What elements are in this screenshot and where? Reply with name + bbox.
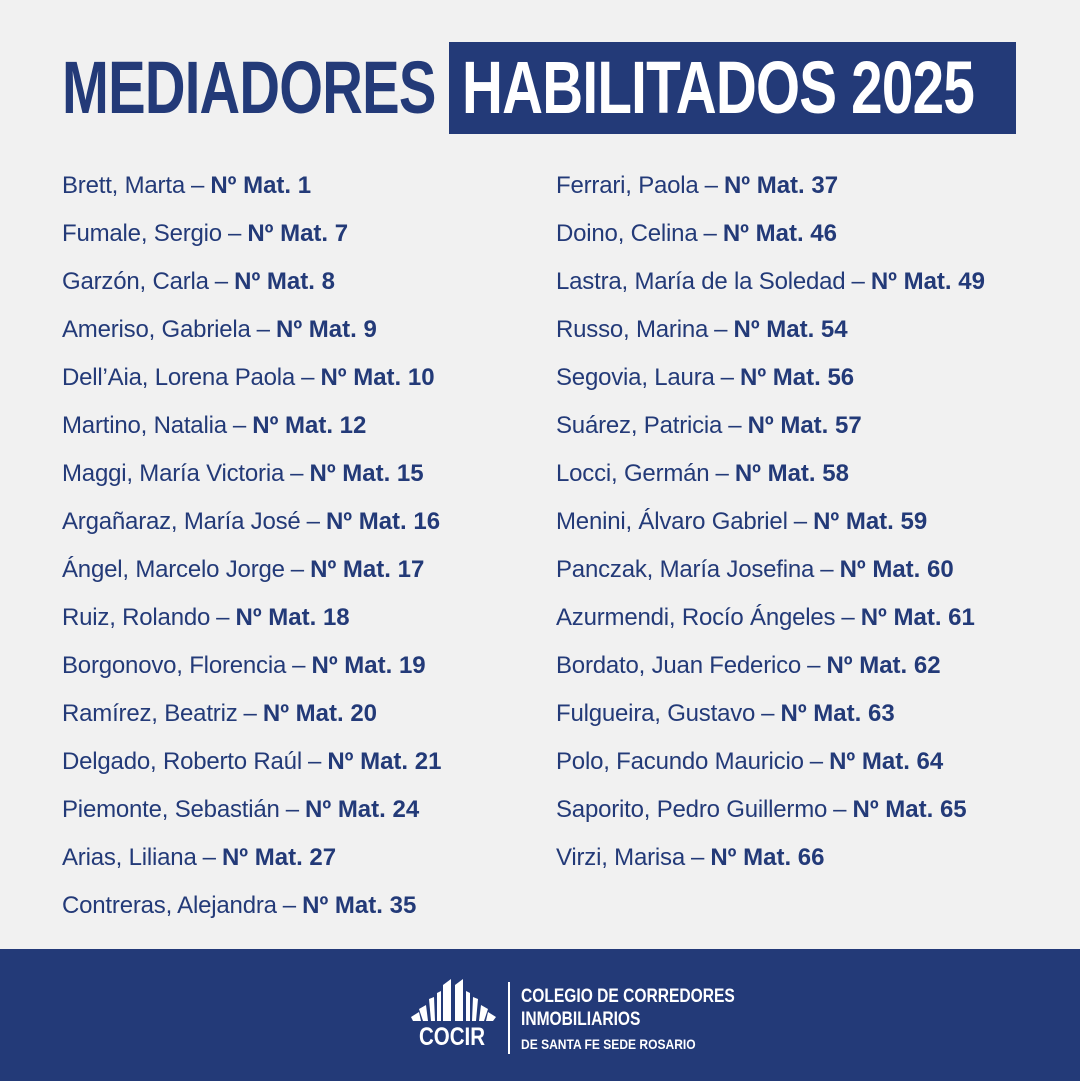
mediator-name: Ruiz, Rolando bbox=[62, 604, 211, 631]
mat-number: Nº Mat. 12 bbox=[252, 412, 367, 439]
mediators-list-right bbox=[556, 162, 985, 882]
mat-number: Nº Mat. 10 bbox=[320, 364, 435, 391]
mat-number: Nº Mat. 54 bbox=[733, 316, 848, 343]
mat-number: Nº Mat. 56 bbox=[740, 364, 855, 391]
list-item: Ruiz, Rolando – Nº Mat. 18 bbox=[62, 604, 350, 631]
mat-number: Nº Mat. 61 bbox=[860, 604, 975, 631]
mat-number: Nº Mat. 19 bbox=[311, 652, 426, 679]
mat-number: Nº Mat. 8 bbox=[234, 268, 335, 295]
list-item: Dell’Aia, Lorena Paola – Nº Mat. 10 bbox=[62, 364, 435, 391]
list-item: Ángel, Marcelo Jorge – Nº Mat. 17 bbox=[62, 556, 425, 583]
list-item: Fumale, Sergio – Nº Mat. 7 bbox=[62, 220, 349, 247]
mediator-name: Fulgueira, Gustavo bbox=[556, 700, 756, 727]
list-item: Borgonovo, Florencia – Nº Mat. 19 bbox=[62, 652, 426, 679]
list-item: Delgado, Roberto Raúl – Nº Mat. 21 bbox=[62, 748, 442, 775]
cocir-logo-icon bbox=[407, 979, 497, 1023]
mediator-name: Russo, Marina bbox=[556, 316, 709, 343]
list-item: Segovia, Laura – Nº Mat. 56 bbox=[556, 364, 855, 391]
list-item: Russo, Marina – Nº Mat. 54 bbox=[556, 316, 848, 343]
mat-number: Nº Mat. 58 bbox=[734, 460, 849, 487]
mat-number: Nº Mat. 46 bbox=[722, 220, 837, 247]
mediator-name: Contreras, Alejandra bbox=[62, 892, 277, 919]
mediator-name: Ferrari, Paola bbox=[556, 172, 699, 199]
mediator-name: Bordato, Juan Federico bbox=[556, 652, 802, 679]
mat-number: Nº Mat. 60 bbox=[839, 556, 954, 583]
mat-number: Nº Mat. 20 bbox=[262, 700, 378, 727]
org-name bbox=[521, 985, 782, 1054]
list-item: Piemonte, Sebastián – Nº Mat. 24 bbox=[62, 796, 420, 823]
mediators-list-left bbox=[62, 162, 441, 930]
list-item: Menini, Álvaro Gabriel – Nº Mat. 59 bbox=[556, 508, 928, 535]
list-item: Ameriso, Gabriela – Nº Mat. 9 bbox=[62, 316, 377, 343]
org-name-line-1: COLEGIO DE CORREDORES bbox=[521, 986, 735, 1007]
list-item: Ramírez, Beatriz – Nº Mat. 20 bbox=[62, 700, 378, 727]
mediator-name: Dell’Aia, Lorena Paola bbox=[62, 364, 296, 391]
list-item: Brett, Marta – Nº Mat. 1 bbox=[62, 172, 312, 199]
mat-number: Nº Mat. 59 bbox=[813, 508, 928, 535]
mediator-name: Menini, Álvaro Gabriel bbox=[556, 508, 788, 535]
mediator-name: Delgado, Roberto Raúl bbox=[62, 748, 302, 775]
mediator-name: Piemonte, Sebastián bbox=[62, 796, 280, 823]
cocir-logo bbox=[407, 979, 497, 1053]
mediator-name: Garzón, Carla bbox=[62, 268, 209, 295]
list-item: Locci, Germán – Nº Mat. 58 bbox=[556, 460, 849, 487]
footer-bar bbox=[0, 949, 1080, 1081]
page-title bbox=[0, 40, 1080, 136]
mediator-name: Ángel, Marcelo Jorge bbox=[62, 556, 285, 583]
mat-number: Nº Mat. 17 bbox=[310, 556, 425, 583]
title-part-2: HABILITADOS 2025 bbox=[462, 46, 975, 129]
org-name-line-3: DE SANTA FE SEDE ROSARIO bbox=[521, 1036, 696, 1052]
title-part-1: MEDIADORES bbox=[62, 46, 436, 129]
list-item: Arias, Liliana – Nº Mat. 27 bbox=[62, 844, 337, 871]
mediator-name: Brett, Marta bbox=[62, 172, 185, 199]
mediator-name: Ameriso, Gabriela bbox=[62, 316, 251, 343]
mat-number: Nº Mat. 16 bbox=[325, 508, 441, 535]
mediator-name: Saporito, Pedro Guillermo bbox=[556, 796, 828, 823]
list-item: Virzi, Marisa – Nº Mat. 66 bbox=[556, 844, 825, 871]
mat-number: Nº Mat. 27 bbox=[221, 844, 337, 871]
mat-number: Nº Mat. 37 bbox=[723, 172, 839, 199]
mediator-name: Martino, Natalia bbox=[62, 412, 227, 439]
mediator-name: Ramírez, Beatriz bbox=[62, 700, 238, 727]
list-item: Garzón, Carla – Nº Mat. 8 bbox=[62, 268, 335, 295]
mat-number: Nº Mat. 18 bbox=[235, 604, 350, 631]
list-item: Polo, Facundo Mauricio – Nº Mat. 64 bbox=[556, 748, 944, 775]
list-item: Lastra, María de la Soledad – Nº Mat. 49 bbox=[556, 268, 985, 295]
mat-number: Nº Mat. 49 bbox=[870, 268, 985, 295]
mediator-name: Arias, Liliana bbox=[62, 844, 197, 871]
mediator-name: Virzi, Marisa bbox=[556, 844, 685, 871]
mediator-name: Azurmendi, Rocío Ángeles bbox=[556, 604, 836, 631]
mat-number: Nº Mat. 21 bbox=[327, 748, 442, 775]
list-item: Panczak, María Josefina – Nº Mat. 60 bbox=[556, 556, 954, 583]
list-item: Saporito, Pedro Guillermo – Nº Mat. 65 bbox=[556, 796, 967, 823]
footer-divider bbox=[508, 982, 510, 1054]
mat-number: Nº Mat. 62 bbox=[826, 652, 941, 679]
mediator-name: Locci, Germán bbox=[556, 460, 710, 487]
mediator-name: Argañaraz, María José bbox=[62, 508, 301, 535]
list-item: Ferrari, Paola – Nº Mat. 37 bbox=[556, 172, 839, 199]
mediator-name: Lastra, María de la Soledad bbox=[556, 268, 846, 295]
mediator-name: Suárez, Patricia bbox=[556, 412, 723, 439]
list-item: Bordato, Juan Federico – Nº Mat. 62 bbox=[556, 652, 941, 679]
mediator-name: Segovia, Laura bbox=[556, 364, 715, 391]
list-item: Fulgueira, Gustavo – Nº Mat. 63 bbox=[556, 700, 895, 727]
mediator-name: Fumale, Sergio bbox=[62, 220, 222, 247]
list-item: Doino, Celina – Nº Mat. 46 bbox=[556, 220, 837, 247]
mat-number: Nº Mat. 1 bbox=[210, 172, 312, 199]
mediator-name: Polo, Facundo Mauricio bbox=[556, 748, 804, 775]
mat-number: Nº Mat. 7 bbox=[247, 220, 349, 247]
mat-number: Nº Mat. 9 bbox=[276, 316, 377, 343]
list-item: Suárez, Patricia – Nº Mat. 57 bbox=[556, 412, 862, 439]
mat-number: Nº Mat. 66 bbox=[710, 844, 825, 871]
mat-number: Nº Mat. 57 bbox=[747, 412, 862, 439]
mat-number: Nº Mat. 63 bbox=[780, 700, 895, 727]
mediator-name: Panczak, María Josefina bbox=[556, 556, 815, 583]
org-name-line-2: INMOBILIARIOS bbox=[521, 1009, 641, 1030]
mat-number: Nº Mat. 24 bbox=[305, 796, 420, 823]
mat-number: Nº Mat. 35 bbox=[302, 892, 417, 919]
mediator-name: Doino, Celina bbox=[556, 220, 698, 247]
list-item: Azurmendi, Rocío Ángeles – Nº Mat. 61 bbox=[556, 604, 975, 631]
logo-wordmark: COCIR bbox=[418, 1023, 486, 1051]
list-item: Argañaraz, María José – Nº Mat. 16 bbox=[62, 508, 441, 535]
mediator-name: Borgonovo, Florencia bbox=[62, 652, 287, 679]
mat-number: Nº Mat. 64 bbox=[829, 748, 944, 775]
list-item: Contreras, Alejandra – Nº Mat. 35 bbox=[62, 892, 417, 919]
list-item: Martino, Natalia – Nº Mat. 12 bbox=[62, 412, 367, 439]
list-item: Maggi, María Victoria – Nº Mat. 15 bbox=[62, 460, 424, 487]
mat-number: Nº Mat. 15 bbox=[309, 460, 424, 487]
mat-number: Nº Mat. 65 bbox=[852, 796, 967, 823]
mediator-name: Maggi, María Victoria bbox=[62, 460, 285, 487]
